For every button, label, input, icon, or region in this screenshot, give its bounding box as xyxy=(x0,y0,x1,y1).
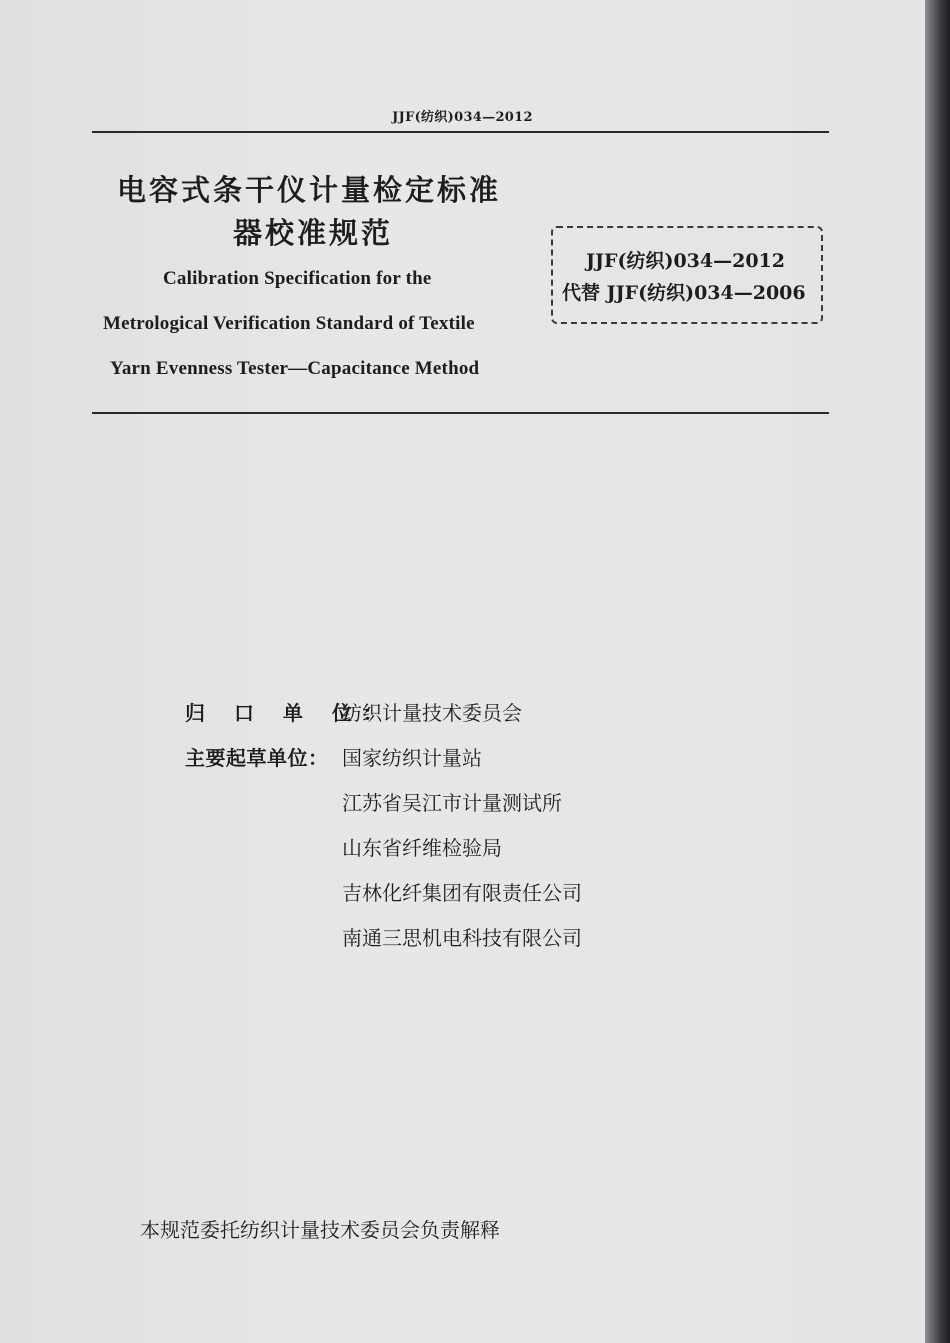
drafting-unit-label: 主要起草单位： xyxy=(185,746,329,770)
drafting-unit: 吉林化纤集团有限责任公司 xyxy=(342,881,582,905)
current-code: JJF(纺织)034—2012 xyxy=(586,250,785,272)
title-cn-line-2: 器校准规范 xyxy=(233,216,394,250)
bottom-divider xyxy=(92,412,829,414)
drafting-unit: 南通三思机电科技有限公司 xyxy=(342,926,582,950)
page-edge-shadow xyxy=(925,0,950,1343)
header-standard-code: JJF(纺织)034—2012 xyxy=(392,110,533,125)
drafting-unit: 国家纺织计量站 xyxy=(342,746,482,770)
title-en-line-3: Yarn Evenness Tester—Capacitance Method xyxy=(110,358,480,379)
interpretation-note: 本规范委托纺织计量技术委员会负责解释 xyxy=(140,1218,500,1242)
top-divider xyxy=(92,131,829,133)
drafting-unit: 山东省纤维检验局 xyxy=(342,836,502,860)
standard-code-box xyxy=(551,226,823,324)
responsible-unit-label: 归 口 单 位： xyxy=(185,701,394,725)
responsible-unit-value: 纺织计量技术委员会 xyxy=(342,701,522,725)
title-en-line-1: Calibration Specification for the xyxy=(163,268,432,289)
title-cn-line-1: 电容式条干仪计量检定标准 xyxy=(117,173,502,207)
drafting-unit: 江苏省吴江市计量测试所 xyxy=(342,791,562,815)
title-en-line-2: Metrological Verification Standard of Textile xyxy=(103,313,475,334)
replaced-code: 代替 JJF(纺织)034—2006 xyxy=(562,282,806,304)
